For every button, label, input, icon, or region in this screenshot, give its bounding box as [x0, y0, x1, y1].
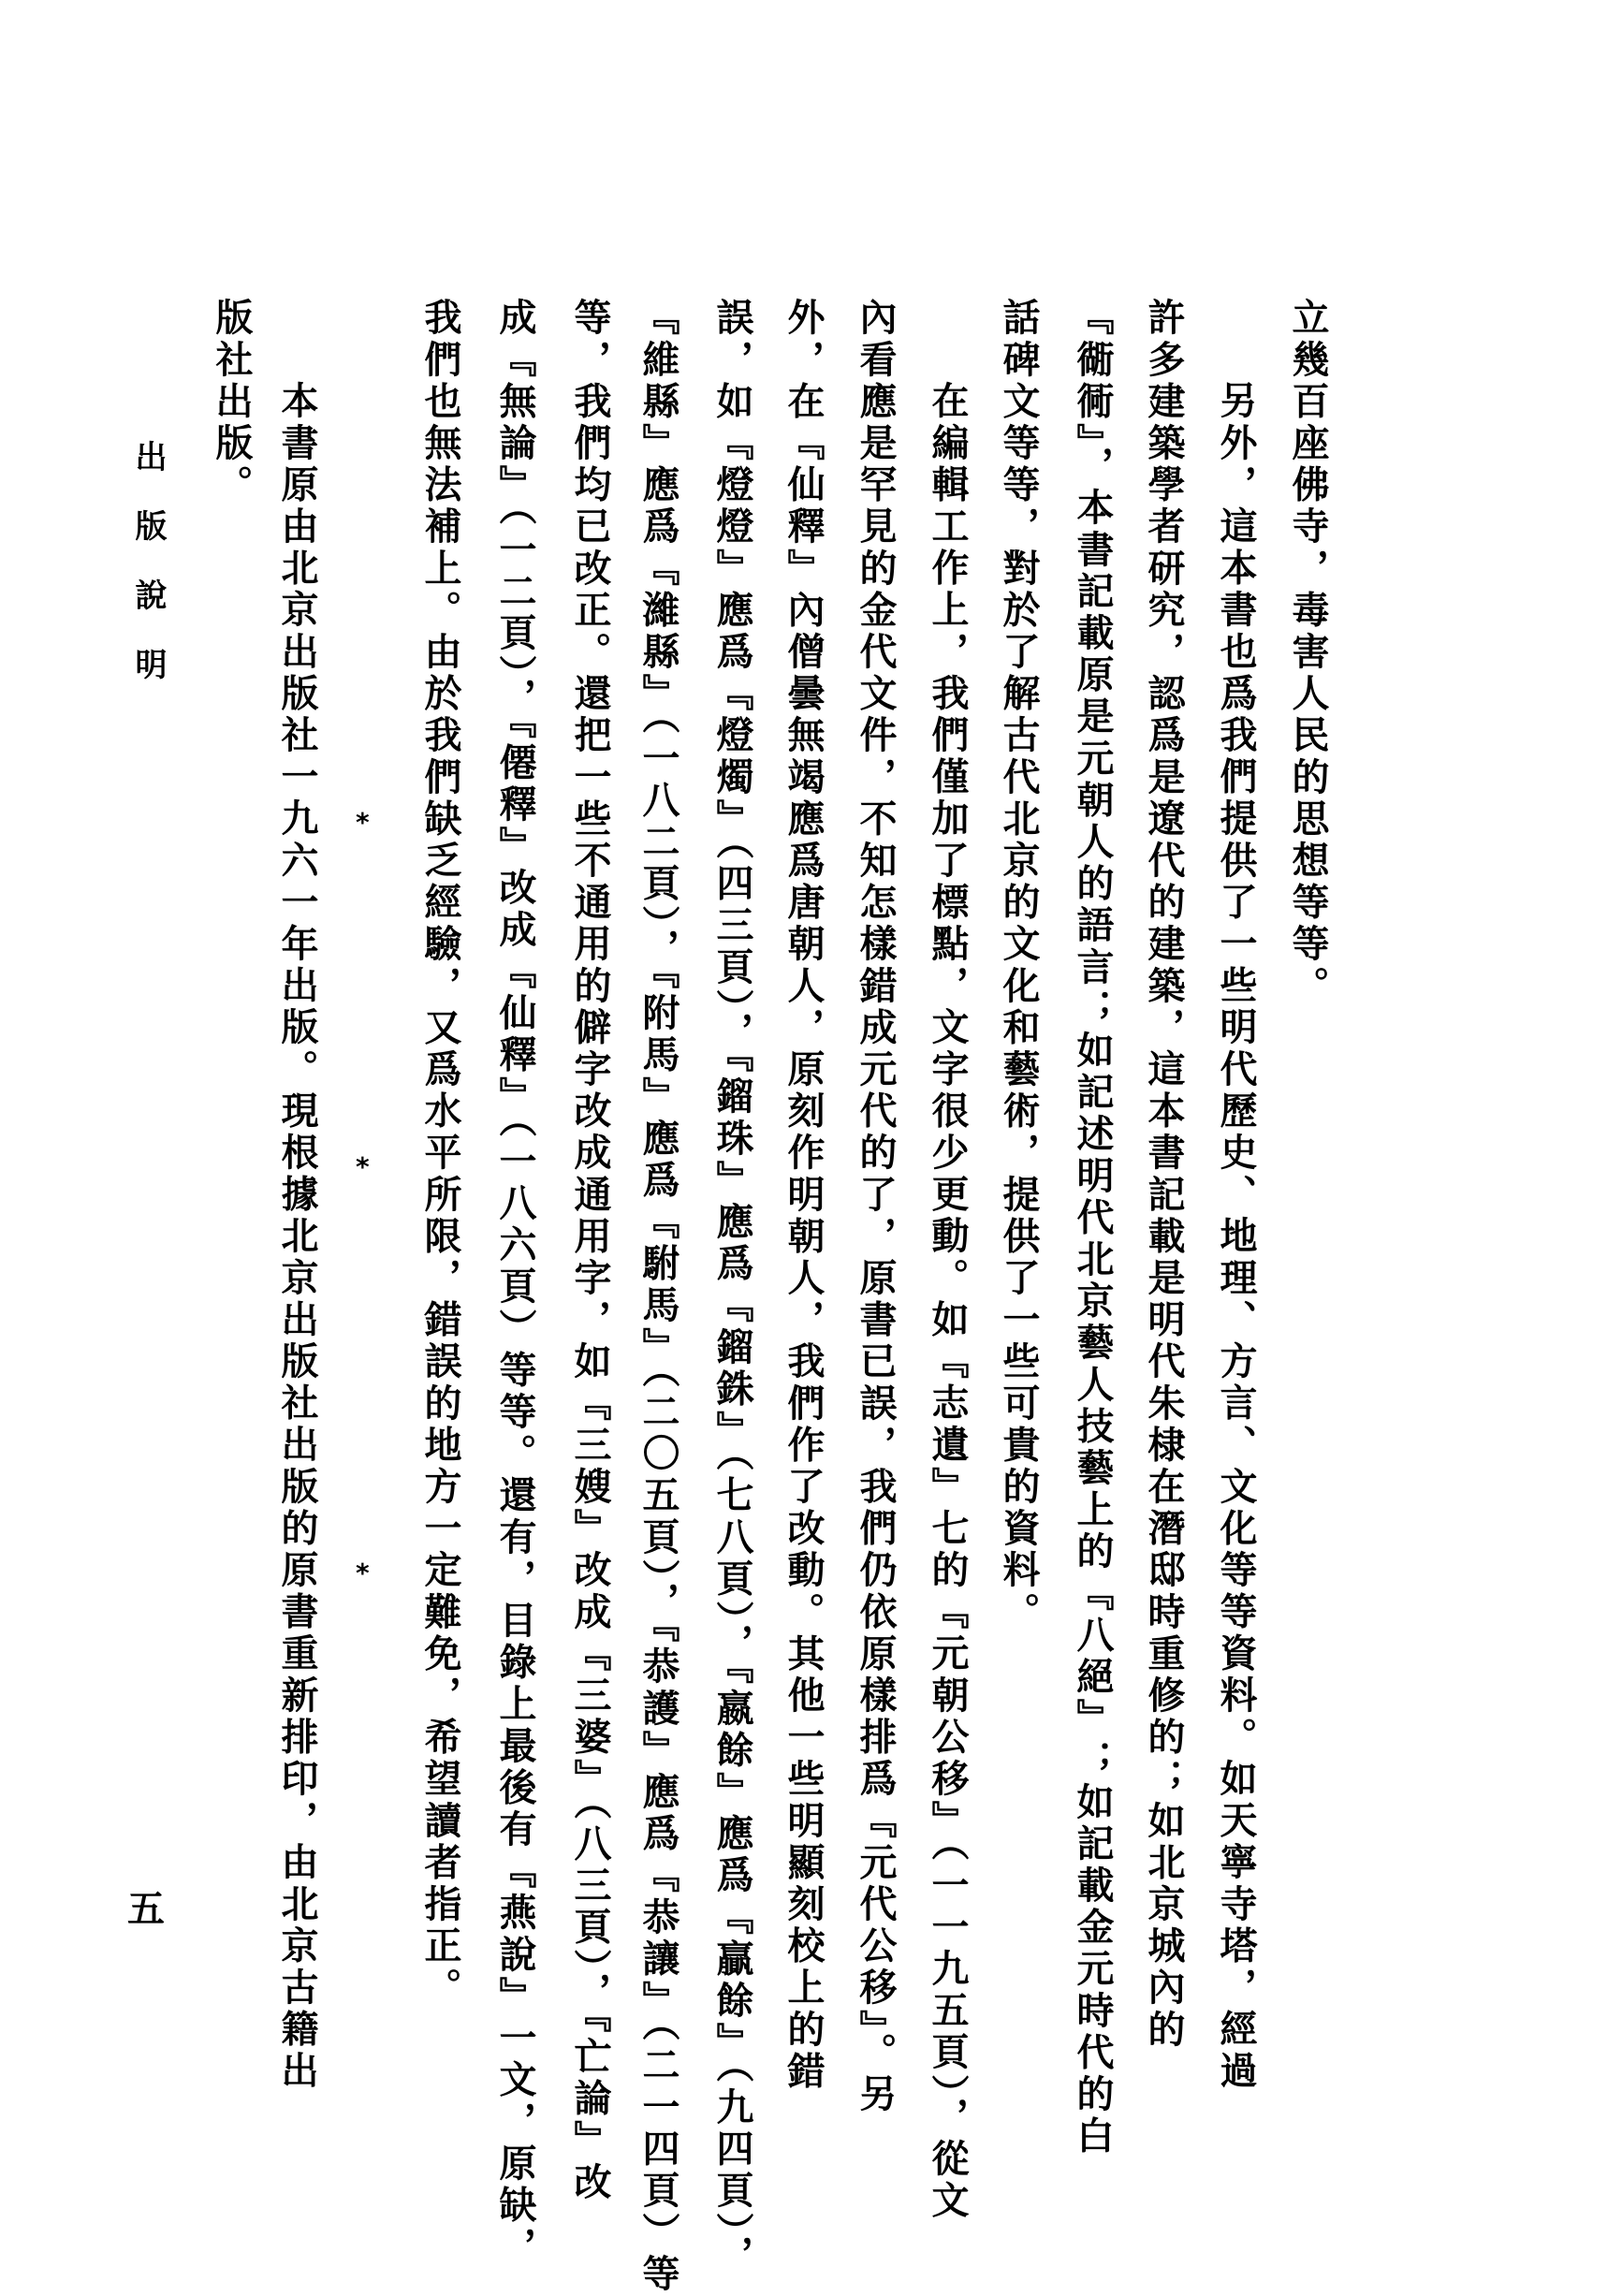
text-column: 許多建築學者研究，認爲是遼代的建築，這本書記載是明代朱棣在潛邸時重修的；如北京城內的 — [1142, 298, 1186, 2052]
text-column: 等，我們均已改正。還把一些不通用的僻字改成通用字，如『三嫂』改成『三婆』（八三頁），『亡論』改 — [568, 298, 612, 2204]
text-column: 話碑文等等，對於了解古代北京的文化和藝術，提供了一些可貴的資料。 — [997, 298, 1041, 1634]
text-column: 立幾百座佛寺，毒害人民的思想等等。 — [1286, 298, 1330, 1008]
text-column: 在編輯工作上，我們僅加了標點，文字很少更動。如『志遺』七的『元朝公移』（一一九五頁），從文 — [926, 381, 970, 2222]
text-column: 成『無論』（一二頁），『僊釋』改成『仙釋』（一八六頁）等等。還有，目錄上最後有『燕說』一文，原缺， — [493, 298, 537, 2269]
section-separator-star: * — [356, 807, 370, 838]
text-column: 外，在『仙釋』內僧曇無竭應爲唐朝人，原刻作明朝人，我們作了改動。其他一些明顯刻校上的錯 — [782, 298, 826, 2093]
text-column: 『維縣』應爲『濰縣』（一八二頁），『附馬』應爲『駙馬』（二〇五頁），『恭護』應爲『恭讓』（二一四頁）等 — [636, 298, 680, 2296]
text-column: 另外，這本書也爲我們提供了一些明代歷史、地理、方言、文化等等資料。如天寧寺塔，經過 — [1214, 381, 1258, 2093]
text-column: 內看應是罕見的金代文件，不知怎樣錯成元代的了，原書已誤，我們仍依原樣排爲『元代公移』。另 — [854, 298, 898, 2116]
section-separator-star: * — [356, 1557, 370, 1588]
page-number: 五 — [127, 1887, 165, 1931]
section-separator-star: * — [356, 1151, 370, 1182]
text-column: 我們也無法補上。由於我們缺乏經驗，又爲水平所限，錯誤的地方一定難免，希望讀者指正。 — [418, 298, 462, 2010]
text-column: 『衚衕』，本書記載原是元朝人的語言；如記述明代北京藝人技藝上的『八絕』；如記載金元時代的白 — [1071, 298, 1115, 2157]
text-column: 版社出版。 — [210, 298, 254, 506]
text-column: 誤，如『燈燈』應爲『燈燭』（四三頁），『鎦珠』應爲『鎦銖』（七八頁），『嬴餘』應爲『贏餘』（九四頁）， — [710, 298, 754, 2277]
page-title: 出版說明 — [129, 440, 167, 717]
text-column: 本書原由北京出版社一九六一年出版。現根據北京出版社出版的原書重新排印，由北京古籍出 — [275, 381, 319, 2093]
